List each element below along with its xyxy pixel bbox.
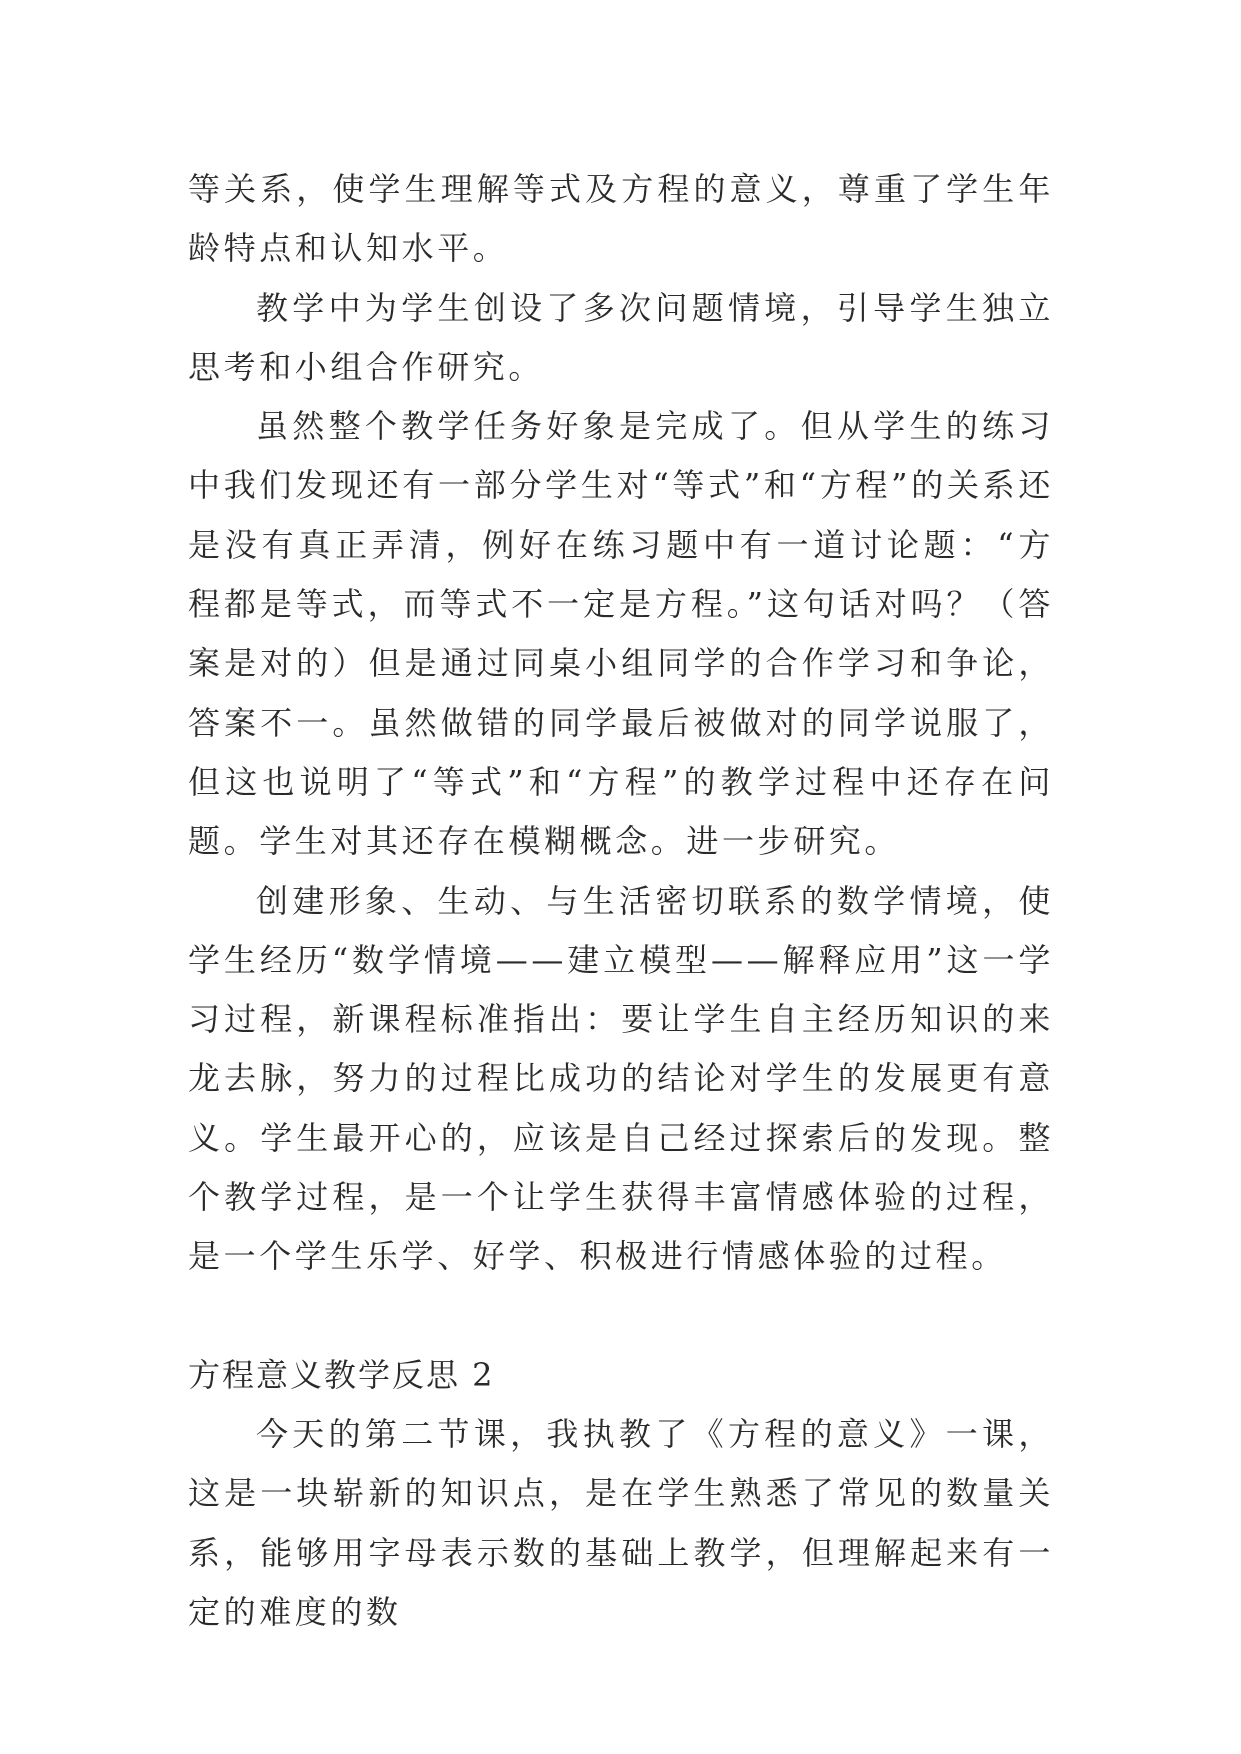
section-heading: 方程意义教学反思 2 xyxy=(188,1355,495,1394)
paragraph: 教学中为学生创设了多次问题情境，引导学生独立思考和小组合作研究。 xyxy=(188,288,1054,386)
paragraph-continued: 等关系，使学生理解等式及方程的意义，尊重了学生年龄特点和认知水平。 xyxy=(188,170,1054,268)
paragraph: 虽然整个教学任务好象是完成了。但从学生的练习中我们发现还有一部分学生对“等式”和“方程”的关系还是没有真正弄清，例好在练习题中有一道讨论题：“方程都是等式，而等式不一定是方程。”这句话对吗？（答案是对的）但是通过同桌小组同学的合作学习和争论，答案不一。虽然做错的同学最后被做对的同学说服了，但这也说明了“等式”和“方程”的教学过程中还存在问题。学生对其还存在模糊概念。进一步研究。 xyxy=(188,407,1054,861)
document-body xyxy=(188,160,1054,1642)
paragraph: 创建形象、生动、与生活密切联系的数学情境，使学生经历“数学情境——建立模型——解释应用”这一学习过程，新课程标准指出：要让学生自主经历知识的来龙去脉，努力的过程比成功的结论对学生的发展更有意义。学生最开心的，应该是自己经过探索后的发现。整个教学过程，是一个让学生获得丰富情感体验的过程，是一个学生乐学、好学、积极进行情感体验的过程。 xyxy=(188,881,1054,1276)
paragraph: 今天的第二节课，我执教了《方程的意义》一课，这是一块崭新的知识点，是在学生熟悉了常见的数量关系，能够用字母表示数的基础上教学，但理解起来有一定的难度的数 xyxy=(188,1414,1054,1631)
